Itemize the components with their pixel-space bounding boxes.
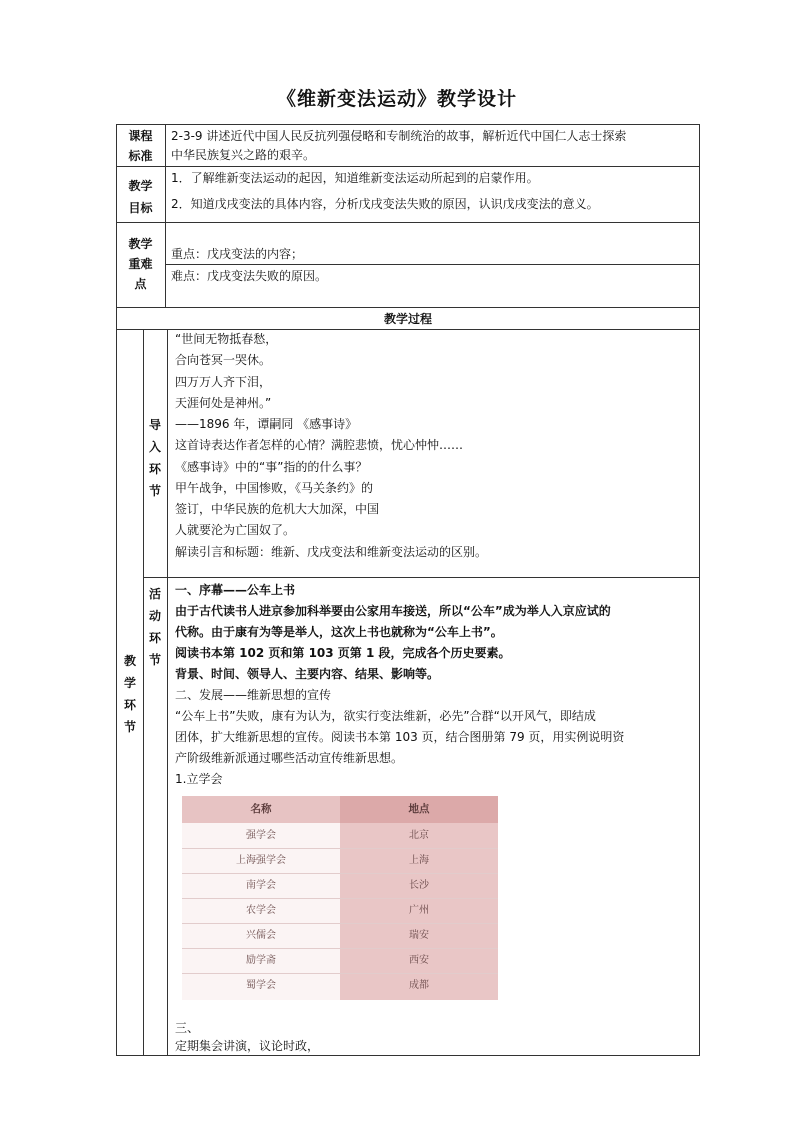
society-place: 长沙 — [409, 880, 429, 891]
intro-line: 四万万人齐下泪， — [175, 375, 272, 389]
col-divider — [167, 329, 168, 1056]
activity-line: 代称。由于康有为等是举人，这次上书也就称为“公车上书”。 — [175, 625, 503, 639]
activity-tail-2: 定期集会讲演，议论时政， — [175, 1039, 320, 1053]
difficult-point: 难点：戊戌变法失败的原因。 — [171, 269, 328, 283]
intro-line: “世间无物抵春愁， — [175, 332, 278, 346]
row-divider — [116, 307, 700, 308]
focus-label: 教学 重难 点 — [128, 237, 153, 291]
activity-line: “公车上书”失败，康有为认为，欲实行变法维新，必先”合群“以开风气，即结成 — [175, 709, 596, 723]
intro-label: 导 入 环 节 — [148, 418, 161, 498]
objective-2: 2．知道戊戌变法的具体内容，分析戊戌变法失败的原因，认识戊戌变法的意义。 — [171, 197, 599, 211]
society-name: 兴儒会 — [246, 930, 276, 941]
intro-line: 解读引言和标题：维新、戊戌变法和维新变法运动的区别。 — [175, 545, 488, 559]
intro-line: 签订，中华民族的危机大大加深，中国 — [175, 502, 380, 516]
activity-line: 二、发展——维新思想的宣传 — [175, 688, 332, 702]
standard-label: 课程 标准 — [128, 129, 153, 163]
society-name: 强学会 — [246, 830, 276, 841]
page-title: 《维新变法运动》教学设计 — [276, 88, 517, 110]
header-name: 名称 — [250, 803, 272, 815]
society-name: 农学会 — [246, 905, 276, 916]
header-place: 地点 — [408, 803, 430, 815]
row-divider — [143, 577, 700, 578]
society-place: 北京 — [409, 830, 429, 841]
society-name: 蜀学会 — [246, 980, 276, 991]
activity-line: 1.立学会 — [175, 772, 223, 786]
row-divider — [116, 166, 700, 167]
activity-line: 团体，扩大维新思想的宣传。阅读书本第 103 页，结合图册第 79 页，用实例说明资 — [175, 730, 625, 744]
activity-line: 阅读书本第 102 页和第 103 页第 1 段，完成各个历史要素。 — [175, 646, 511, 660]
col-divider — [143, 329, 144, 1056]
objectives-label: 教学 目标 — [128, 179, 153, 215]
row-divider — [165, 264, 700, 265]
societies-table — [182, 796, 498, 1000]
society-place: 广州 — [409, 905, 429, 916]
activity-tail-1: 三、 — [175, 1021, 200, 1035]
intro-line: 《感事诗》中的“事”指的的什么事？ — [175, 460, 368, 474]
activity-line: 一、序幕——公车上书 — [175, 583, 296, 597]
society-place: 西安 — [409, 955, 429, 966]
intro-line: 甲午战争，中国惨败，《马关条约》的 — [175, 481, 374, 495]
society-place: 瑞安 — [409, 930, 429, 941]
activity-line: 产阶级维新派通过哪些活动宣传维新思想。 — [175, 751, 404, 765]
key-point: 重点：戊戌变法的内容； — [171, 247, 304, 261]
activity-line: 由于古代读书人进京参加科举要由公家用车接送，所以“公车”成为举人入京应试的 — [175, 604, 611, 618]
society-name: 南学会 — [246, 880, 276, 891]
intro-line: 人就要沦为亡国奴了。 — [175, 523, 296, 537]
activity-label: 活 动 环 节 — [148, 587, 161, 667]
standard-text-2: 中华民族复兴之路的艰辛。 — [171, 148, 316, 162]
activity-line: 背景、时间、领导人、主要内容、结果、影响等。 — [175, 667, 440, 681]
society-place: 上海 — [409, 855, 429, 866]
process-title: 教学过程 — [383, 312, 432, 326]
intro-line: 合向苍冥一哭休。 — [175, 353, 272, 367]
intro-line: 这首诗表达作者怎样的心情？满腔悲愤，忧心忡忡…… — [175, 438, 464, 452]
intro-line: 天涯何处是神州。” — [175, 396, 272, 410]
society-name: 励学斋 — [246, 955, 276, 966]
col-divider — [165, 124, 166, 307]
outer-label: 教 学 环 节 — [123, 654, 136, 734]
society-name: 上海强学会 — [236, 855, 286, 866]
standard-text-1: 2-3-9 讲述近代中国人民反抗列强侵略和专制统治的故事，解析近代中国仁人志士探索 — [171, 129, 627, 143]
row-divider — [116, 222, 700, 223]
objective-1: 1．了解维新变法运动的起因，知道维新变法运动所起到的启蒙作用。 — [171, 171, 539, 185]
society-place: 成都 — [409, 980, 429, 991]
intro-line: ——1896 年，谭嗣同 《感事诗》 — [175, 417, 358, 431]
